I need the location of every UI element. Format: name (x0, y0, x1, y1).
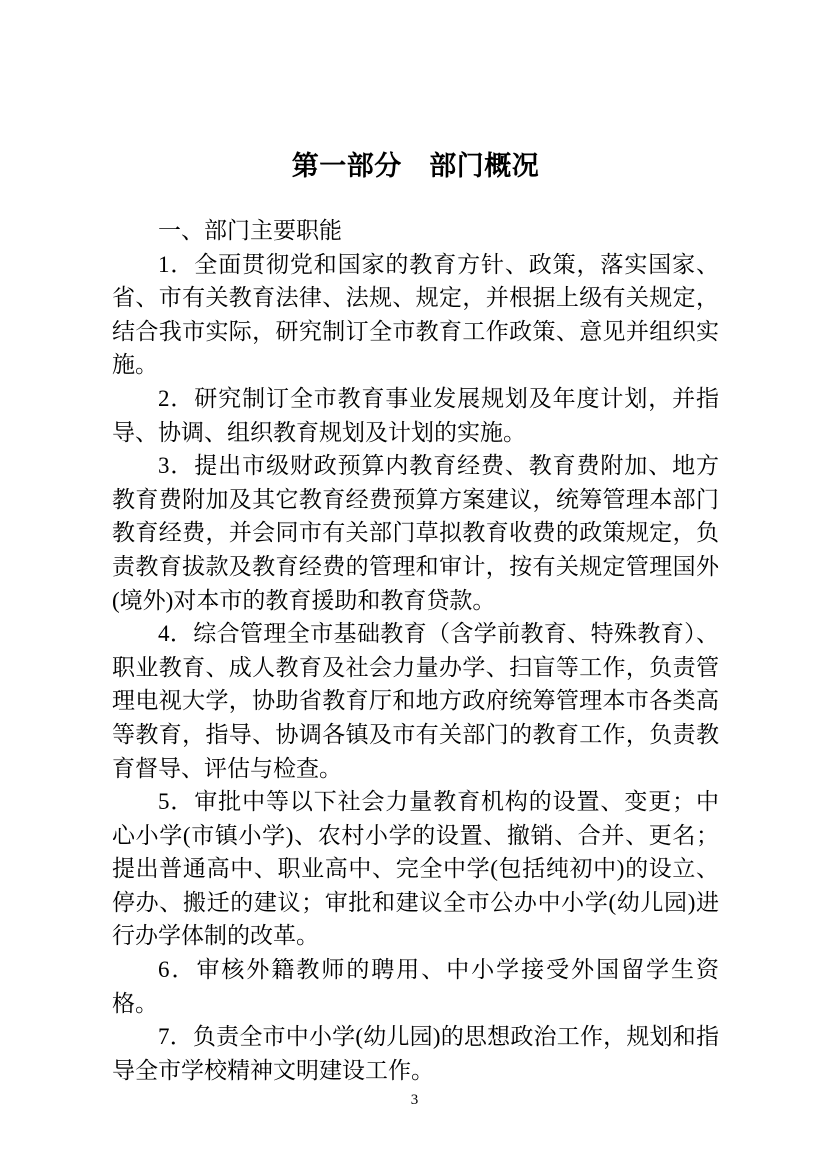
page-title: 第一部分 部门概况 (291, 151, 540, 181)
page-number: 3 (410, 1092, 419, 1108)
paragraph-duty-2: 2．研究制订全市教育事业发展规划及年度计划，并指导、协调、组织教育规划及计划的实施。 (112, 385, 719, 445)
paragraph-duty-4: 4．综合管理全市基础教育（含学前教育、特殊教育）、职业教育、成人教育及社会力量办学、扫盲等工作，负责管理电视大学，协助省教育厅和地方政府统筹管理本市各类高等教育，指导、协调各镇及市有关部门的教育工作，负责教育督导、评估与检查。 (112, 621, 719, 781)
section-heading: 一、部门主要职能 (158, 218, 342, 243)
paragraph-duty-6: 6．审核外籍教师的聘用、中小学接受外国留学生资格。 (112, 957, 719, 1016)
paragraph-duty-5: 5．审批中等以下社会力量教育机构的设置、变更；中心小学(市镇小学)、农村小学的设置、撤销、合并、更名；提出普通高中、职业高中、完全中学(包括纯初中)的设立、停办、搬迁的建议；审批和建议全市公办中小学(幼儿园)进行办学体制的改革。 (112, 789, 719, 949)
paragraph-duty-3: 3．提出市级财政预算内教育经费、教育费附加、地方教育费附加及其它教育经费预算方案建议，统筹管理本部门教育经费，并会同市有关部门草拟教育收费的政策规定，负责教育拔款及教育经费的管理和审计，按有关规定管理国外(境外)对本市的教育援助和教育贷款。 (112, 453, 719, 613)
paragraph-duty-1: 1．全面贯彻党和国家的教育方针、政策，落实国家、省、市有关教育法律、法规、规定，并根据上级有关规定，结合我市实际，研究制订全市教育工作政策、意见并组织实施。 (112, 251, 719, 378)
document-body (112, 214, 719, 1087)
paragraph-duty-7: 7．负责全市中小学(幼儿园)的思想政治工作，规划和指导全市学校精神文明建设工作。 (112, 1024, 719, 1083)
